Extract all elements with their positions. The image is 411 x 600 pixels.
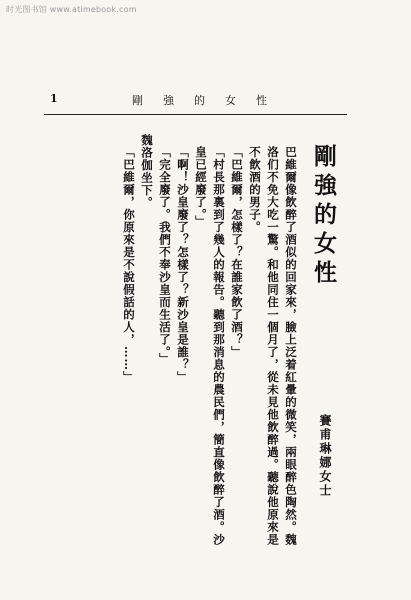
paragraph: 巴維爾像飲醉了酒似的回家來，臉上泛着紅暈的微笑，兩眼醉色陶然。魏洛们不免大吃一驚。和他同住一個月了，從未見他飲醉過。聽說他原來是不飲酒的男子。 (248, 146, 298, 546)
paragraph: 「啊！沙皇廢了？怎樣了？新沙皇是誰？」 (176, 146, 190, 384)
paragraph: 「巴維爾，怎樣了？在誰家飲了酒？」 (230, 146, 244, 359)
paragraph: 「巴維爾，你原來是不說假話的人，……」 (122, 146, 136, 384)
paragraph: 「完全廢了。我們不奉沙皇而生活了。」 (158, 146, 172, 366)
page-header (44, 92, 347, 108)
header-rule (44, 114, 347, 115)
paragraph: 魏洛伽坐下。 (140, 134, 154, 209)
running-title: 剛強的女性 (132, 94, 287, 107)
article-title: 剛強的女性 (310, 144, 337, 289)
article-body (120, 134, 300, 554)
watermark: 时光图书馆 www.atimebook.com (6, 5, 137, 14)
paragraph: 「村長那裏到了幾人的報告。聽到那消息的農民們，簡直像飲醉了酒。沙皇已經廢了。」 (194, 146, 226, 546)
page-body (48, 128, 348, 558)
page-number: 1 (50, 92, 58, 105)
article-author: 賽甫琳娜女士 (318, 414, 332, 498)
